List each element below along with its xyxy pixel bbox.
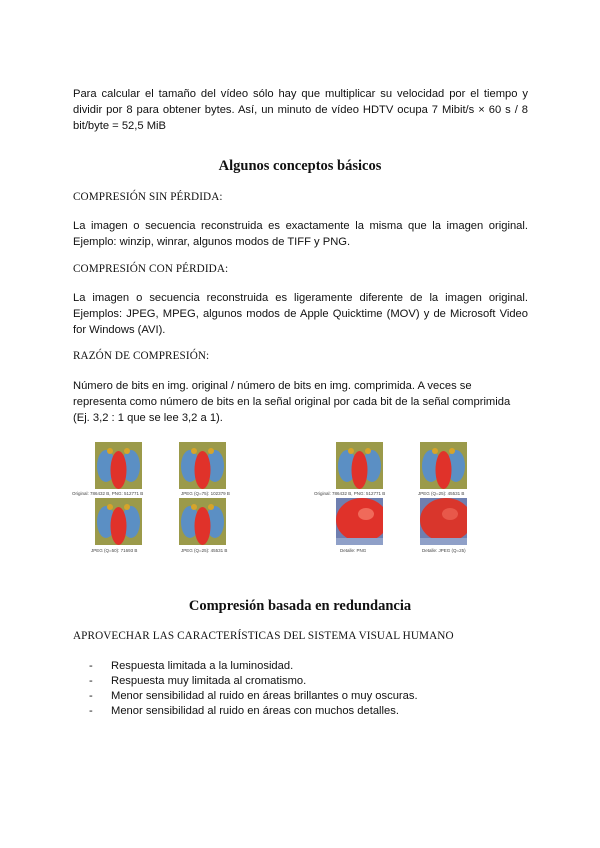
mandrill-image	[420, 442, 467, 489]
figure-caption: Detalle: JPEG (Q=25)	[422, 548, 466, 553]
figure-caption: Original: 786432 B, PNG: 512771 B	[314, 491, 386, 496]
label-lossy: COMPRESIÓN CON PÉRDIDA:	[73, 263, 229, 275]
mandrill-detail-image	[420, 498, 467, 545]
list-item: - Menor sensibilidad al ruido en áreas con muchos detalles.	[89, 705, 399, 717]
bullet-marker: -	[89, 705, 93, 717]
figure-caption: JPEG (Q=25): 45531 B	[418, 491, 465, 496]
bullet-marker: -	[89, 660, 93, 672]
figure-compression-examples	[66, 438, 306, 558]
bullet-marker: -	[89, 675, 93, 687]
figure-compression-detail	[310, 438, 530, 558]
subheading-human-visual-system: APROVECHAR LAS CARACTERÍSTICAS DEL SISTEMA VISUAL HUMANO	[73, 630, 454, 642]
heading-redundancy-compression: Compresión basada en redundancia	[188, 598, 412, 614]
paragraph-lossy: La imagen o secuencia reconstruida es ligeramente diferente de la imagen original. Ejemplos: JPEG, MPEG, algunos modos de Apple Quicktime (MOV) y de Microsoft Video for Windows (AVI).	[73, 292, 528, 336]
bullet-marker: -	[89, 690, 93, 702]
mandrill-image	[179, 498, 226, 545]
mandrill-image	[336, 442, 383, 489]
figure-caption: JPEG (Q=50): 71693 B	[91, 548, 138, 553]
list-item: - Menor sensibilidad al ruido en áreas brillantes o muy oscuras.	[89, 690, 418, 702]
mandrill-image	[179, 442, 226, 489]
figure-caption: JPEG (Q=25): 45531 B	[181, 548, 228, 553]
figure-caption: JPEG (Q=75): 102379 B	[181, 491, 230, 496]
heading-basic-concepts: Algunos conceptos básicos	[218, 158, 382, 174]
paragraph-compression-ratio: Número de bits en img. original / número de bits en img. comprimida. A veces se representa como número de bits en la señal original por cada bit de la señal comprimida (Ej. 3,2 : 1 que se lee 3,2 a 1).	[73, 380, 511, 424]
list-item: - Respuesta limitada a la luminosidad.	[89, 660, 294, 672]
list-item: - Respuesta muy limitada al cromatismo.	[89, 675, 307, 687]
intro-paragraph: Para calcular el tamaño del vídeo sólo hay que multiplicar su velocidad por el tiempo y dividir por 8 para obtener bytes. Así, un minuto de vídeo HDTV ocupa 7 Mibit/s × 60 s / 8 bit/byte = 52,5 MiB	[73, 88, 528, 132]
label-lossless: COMPRESIÓN SIN PÉRDIDA:	[73, 191, 223, 203]
paragraph-lossless: La imagen o secuencia reconstruida es exactamente la misma que la imagen original. Ejemplo: winzip, winrar, algunos modos de TIFF y PNG.	[73, 220, 528, 248]
figure-caption: Detalle: PNG	[340, 548, 367, 553]
mandrill-image	[95, 442, 142, 489]
figure-caption: Original: 786432 B, PNG: 512771 B	[72, 491, 144, 496]
mandrill-image	[95, 498, 142, 545]
mandrill-detail-image	[336, 498, 383, 545]
label-compression-ratio: RAZÓN DE COMPRESIÓN:	[73, 350, 210, 362]
bullet-list	[89, 659, 418, 719]
